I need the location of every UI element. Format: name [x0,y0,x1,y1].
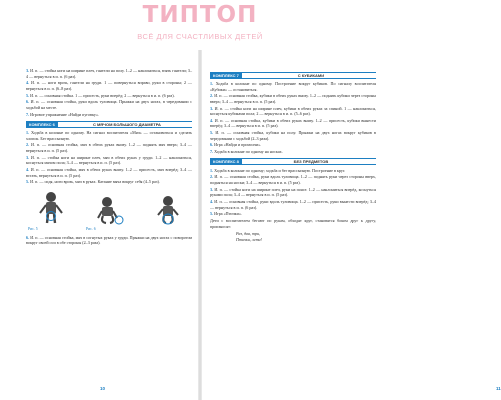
logo-title: ТИПТОП [142,2,258,28]
exercise-paragraph: 6. Игра «Найди и промолчи». [210,142,262,148]
exercise-paragraph: 4. И. п. — основная стойка, кубики в обеих руках внизу. 1–2 — присесть, кубики вынести вперёд; 3–4 — вернуться в и. п. (5 раз). [210,117,376,129]
exercise-paragraph: 3. И. п. — стойка ноги на ширине плеч, гантели на полу. 1–2 — наклониться, взять гантели; 3–4 — вернуться в и. п. (6 раз). [26,68,192,79]
complex-label: КОМПЛЕКС 7 [210,72,242,79]
illustration-child-ball [142,189,192,233]
exercise-paragraph: 2. И. п. — основная стойка, руки вдоль туловища. 1–2 — поднять руки через стороны вверх, подняться на носки; 3–4 — вернуться в и. п. (5 раз). [210,174,376,185]
right-paragraphs-top [210,81,376,155]
page-number: 11 [496,386,501,392]
exercise-paragraph: 4. И. п. — основная стойка, руки вдоль туловища. 1–2 — присесть, руки вынести вперёд; 3–4 — вернуться в и. п. (6 раз). [210,198,376,210]
page-number: 10 [100,386,106,392]
exercise-paragraph: 4. И. п. — основная стойка, мяч в обеих руках внизу. 1–2 — присесть, мяч вперёд; 3–4 — встать, вернуться в и. п. (5 раз). [26,166,193,178]
verse-intro: Дети с воспитателем бегают по рукам, обходят круг, становятся боком друг к другу, произносят: [210,217,376,229]
exercise-paragraph: 1. Ходьба в колонне по одному. На сигнал воспитателя «Мяч» — остановиться и сделать хлопок. Бег врассыпную. [26,130,192,141]
logo-tagline: ВСЁ ДЛЯ СЧАСТЛИВЫХ ДЕТЕЙ [137,32,263,41]
complex-title: С КУБИКАМИ [242,72,376,79]
exercise-paragraph: 3. И. п. — стойка ноги на ширине плеч, руки на поясе. 1–2 — наклониться вперёд, коснуться руками пола; 3–4 — вернуться в и. п. (5 раз). [210,186,376,198]
complex-label: КОМПЛЕКС 6 [26,121,58,128]
verse-line: Раз, два, три, [236,231,261,237]
exercise-paragraph: 2. И. п. — основная стойка, мяч в обеих руках внизу. 1–2 — поднять мяч вверх; 3–4 — вернуться в и. п. (5 раз). [26,142,192,153]
exercise-paragraph: 5. И. п. — сидя, ноги врозь, мяч в руках. Катание мяча вокруг себя (4–5 раз). [26,179,160,185]
right-page [200,50,501,400]
verse [236,231,376,242]
book-spread [0,50,501,400]
exercise-paragraph: 4. И. п. — ноги врозь, гантели на груди. 1 — повернуться вправо, руки в стороны; 2 — вернуться в и. п. (6–8 раз). [26,80,192,91]
figure-caption: Рис. 5 [28,227,38,232]
left-page [0,50,200,400]
exercise-paragraph: 6. И. п. — основная стойка, руки вдоль туловища. Прыжки на двух ногах, в чередовании с ходьбой на месте. [26,99,192,110]
illustration-child-standing [26,189,76,233]
left-paragraphs-mid [26,130,192,185]
exercise-paragraph: 2. И. п. — основная стойка, кубики в обеих руках внизу. 1–2 — поднять кубики через стороны вверх; 3–4 — вернуться в и. п. (5 раз). [210,93,376,104]
complex-label: КОМПЛЕКС 8 [210,158,242,165]
complex-title: С МЯЧОМ БОЛЬШОГО ДИАМЕТРА [58,121,192,128]
complex-title: БЕЗ ПРЕДМЕТОВ [242,158,376,165]
exercise-paragraph: 1. Ходьба в колонне по одному; ходьба и бег врассыпную. Построение в круг. [210,167,346,173]
verse-line: Птички, лети! [236,236,262,242]
complex-header [210,158,376,166]
right-paragraphs-bottom [210,168,376,229]
child-standing-figure [26,189,76,227]
exercise-paragraph: 7. Игровое упражнение «Найди пуговку». [26,111,100,117]
complex-header [26,120,192,128]
illustration-child-crouching [84,189,134,233]
complex-header [210,71,376,79]
exercise-paragraph: 5. Игра «Птички». [210,211,242,217]
figure-caption: Рис. 6 [86,227,96,232]
exercise-paragraph: 3. И. п. — стойка ноги на ширине плеч, кубики в обеих руках за спиной. 1 — наклониться, коснуться кубиками пола; 2 — вернуться в и. п. (5–6 раз). [210,105,376,117]
exercise-paragraph: 7. Ходьба в колонне по одному на носках. [210,149,283,155]
left-paragraphs-top [26,68,192,117]
left-paragraphs-bottom [26,235,192,246]
exercise-paragraph: 5. И. п. — основная стойка. 1 — присесть, руки вперёд; 2 — вернуться в и. п. (6 раз). [26,92,175,98]
exercise-paragraph: 3. И. п. — стойка ноги на ширине плеч, мяч в обеих руках у груди. 1–2 — наклониться, коснуться мячом пола; 3–4 — вернуться в и. п. (5 раз). [26,154,192,166]
exercise-paragraph: 5. И. п. — основная стойка, кубики на полу. Прыжки на двух ногах вокруг кубиков в чередовании с ходьбой (2–3 раза). [210,130,376,141]
child-with-ball-figure [142,189,192,227]
illustrations [26,189,192,233]
exercise-paragraph: 1. Ходьба в колонне по одному. Построение вокруг кубиков. По сигналу воспитателя «Кубики» — остановиться. [210,81,376,92]
child-crouching-figure [84,189,134,227]
logo [0,0,400,46]
exercise-paragraph: 6. И. п. — основная стойка, мяч в согнутых руках у груди. Прыжки на двух ногах с поворотом вокруг своей оси в обе стороны (2–3 раза). [26,234,192,246]
